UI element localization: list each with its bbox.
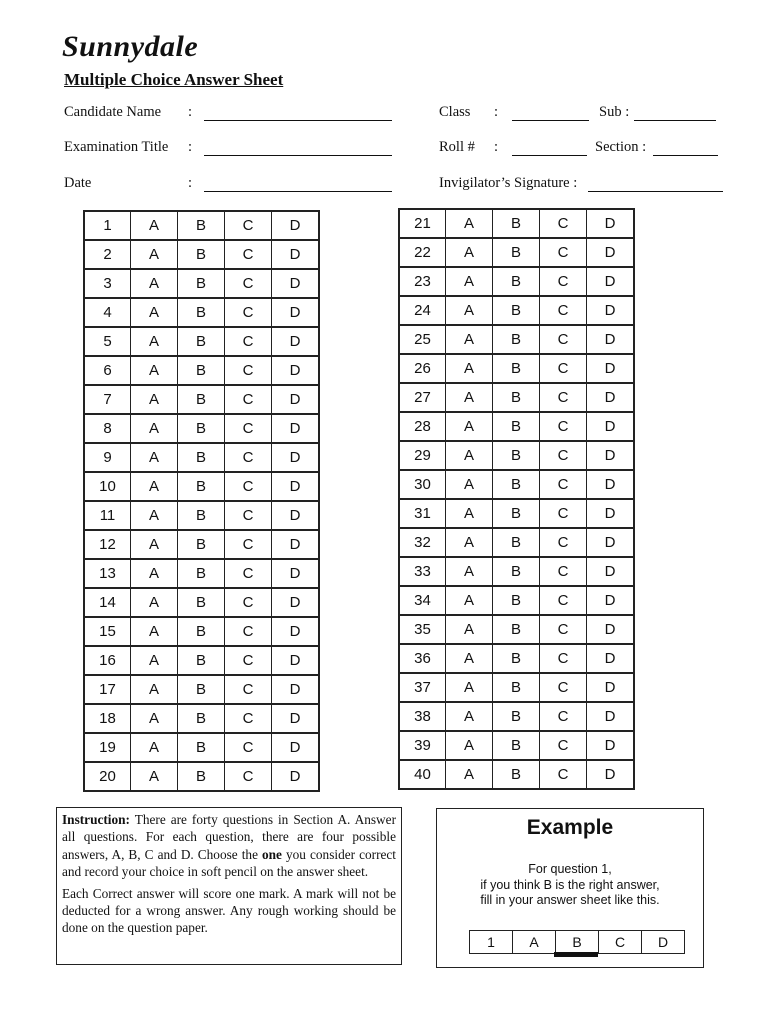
answer-bubble-9-c[interactable]: C bbox=[225, 443, 272, 472]
sub-line[interactable] bbox=[634, 106, 716, 121]
answer-row-27 bbox=[399, 383, 634, 412]
answer-row-5 bbox=[84, 327, 319, 356]
question-number: 35 bbox=[399, 615, 446, 644]
question-number: 28 bbox=[399, 412, 446, 441]
colon: : bbox=[494, 139, 499, 155]
answer-grid-left bbox=[83, 210, 320, 792]
answer-bubble-15-b[interactable]: B bbox=[178, 617, 225, 646]
answer-bubble-19-b[interactable]: B bbox=[178, 733, 225, 762]
answer-bubble-30-d[interactable]: D bbox=[587, 470, 635, 499]
answer-bubble-37-a[interactable]: A bbox=[446, 673, 493, 702]
date-line[interactable] bbox=[204, 177, 392, 192]
answer-bubble-33-c[interactable]: C bbox=[540, 557, 587, 586]
instruction-box bbox=[56, 807, 402, 965]
question-number: 37 bbox=[399, 673, 446, 702]
answer-row-4 bbox=[84, 298, 319, 327]
answer-bubble-11-a[interactable]: A bbox=[131, 501, 178, 530]
question-number: 33 bbox=[399, 557, 446, 586]
answer-bubble-18-a[interactable]: A bbox=[131, 704, 178, 733]
answer-bubble-35-a[interactable]: A bbox=[446, 615, 493, 644]
answer-bubble-1-b[interactable]: B bbox=[178, 211, 225, 240]
answer-bubble-3-b[interactable]: B bbox=[178, 269, 225, 298]
examination-title-field[interactable] bbox=[64, 139, 193, 156]
answer-bubble-7-d[interactable]: D bbox=[272, 385, 320, 414]
question-number: 38 bbox=[399, 702, 446, 731]
question-number: 25 bbox=[399, 325, 446, 354]
question-number: 40 bbox=[399, 760, 446, 789]
example-shaded-mark bbox=[554, 952, 598, 957]
answer-bubble-37-d[interactable]: D bbox=[587, 673, 635, 702]
answer-bubble-25-b[interactable]: B bbox=[493, 325, 540, 354]
answer-bubble-22-b[interactable]: B bbox=[493, 238, 540, 267]
answer-bubble-9-b[interactable]: B bbox=[178, 443, 225, 472]
answer-bubble-24-b[interactable]: B bbox=[493, 296, 540, 325]
answer-bubble-38-d[interactable]: D bbox=[587, 702, 635, 731]
answer-bubble-25-c[interactable]: C bbox=[540, 325, 587, 354]
question-number: 32 bbox=[399, 528, 446, 557]
answer-bubble-38-b[interactable]: B bbox=[493, 702, 540, 731]
answer-bubble-8-c[interactable]: C bbox=[225, 414, 272, 443]
answer-row-35 bbox=[399, 615, 634, 644]
instruction-paragraph-1 bbox=[62, 811, 396, 881]
answer-bubble-20-d[interactable]: D bbox=[272, 762, 320, 791]
answer-row-28 bbox=[399, 412, 634, 441]
sub-label: Sub : bbox=[599, 104, 630, 120]
sheet-title: Multiple Choice Answer Sheet bbox=[64, 70, 284, 89]
answer-bubble-23-a[interactable]: A bbox=[446, 267, 493, 296]
answer-bubble-11-c[interactable]: C bbox=[225, 501, 272, 530]
answer-bubble-4-a[interactable]: A bbox=[131, 298, 178, 327]
answer-bubble-32-d[interactable]: D bbox=[587, 528, 635, 557]
question-number: 29 bbox=[399, 441, 446, 470]
answer-bubble-31-b[interactable]: B bbox=[493, 499, 540, 528]
answer-row-26 bbox=[399, 354, 634, 383]
question-number: 8 bbox=[84, 414, 131, 443]
answer-row-31 bbox=[399, 499, 634, 528]
question-number: 20 bbox=[84, 762, 131, 791]
answer-bubble-23-d[interactable]: D bbox=[587, 267, 635, 296]
answer-bubble-13-b[interactable]: B bbox=[178, 559, 225, 588]
answer-bubble-2-c[interactable]: C bbox=[225, 240, 272, 269]
answer-bubble-9-a[interactable]: A bbox=[131, 443, 178, 472]
answer-bubble-29-d[interactable]: D bbox=[587, 441, 635, 470]
instruction-label: Instruction: bbox=[62, 812, 130, 827]
answer-bubble-4-c[interactable]: C bbox=[225, 298, 272, 327]
roll-line[interactable] bbox=[512, 141, 587, 156]
answer-bubble-10-c[interactable]: C bbox=[225, 472, 272, 501]
question-number: 23 bbox=[399, 267, 446, 296]
question-number: 14 bbox=[84, 588, 131, 617]
answer-bubble-11-b[interactable]: B bbox=[178, 501, 225, 530]
answer-bubble-2-b[interactable]: B bbox=[178, 240, 225, 269]
answer-bubble-8-a[interactable]: A bbox=[131, 414, 178, 443]
answer-bubble-16-a[interactable]: A bbox=[131, 646, 178, 675]
date-field[interactable] bbox=[64, 175, 193, 192]
answer-bubble-40-d[interactable]: D bbox=[587, 760, 635, 789]
answer-bubble-33-b[interactable]: B bbox=[493, 557, 540, 586]
answer-row-9 bbox=[84, 443, 319, 472]
answer-bubble-18-c[interactable]: C bbox=[225, 704, 272, 733]
answer-row-12 bbox=[84, 530, 319, 559]
answer-row-25 bbox=[399, 325, 634, 354]
answer-bubble-26-b[interactable]: B bbox=[493, 354, 540, 383]
answer-bubble-11-d[interactable]: D bbox=[272, 501, 320, 530]
answer-bubble-17-b[interactable]: B bbox=[178, 675, 225, 704]
answer-bubble-34-b[interactable]: B bbox=[493, 586, 540, 615]
answer-bubble-3-d[interactable]: D bbox=[272, 269, 320, 298]
answer-bubble-36-b[interactable]: B bbox=[493, 644, 540, 673]
answer-bubble-22-d[interactable]: D bbox=[587, 238, 635, 267]
example-description bbox=[437, 862, 703, 909]
answer-bubble-16-c[interactable]: C bbox=[225, 646, 272, 675]
answer-bubble-2-d[interactable]: D bbox=[272, 240, 320, 269]
answer-bubble-30-a[interactable]: A bbox=[446, 470, 493, 499]
answer-bubble-37-c[interactable]: C bbox=[540, 673, 587, 702]
answer-bubble-35-b[interactable]: B bbox=[493, 615, 540, 644]
question-number: 2 bbox=[84, 240, 131, 269]
answer-bubble-21-c[interactable]: C bbox=[540, 209, 587, 238]
answer-row-32 bbox=[399, 528, 634, 557]
answer-bubble-21-a[interactable]: A bbox=[446, 209, 493, 238]
answer-bubble-26-c[interactable]: C bbox=[540, 354, 587, 383]
school-brand: Sunnydale bbox=[62, 30, 199, 63]
answer-bubble-18-d[interactable]: D bbox=[272, 704, 320, 733]
example-box bbox=[436, 808, 704, 968]
answer-bubble-18-b[interactable]: B bbox=[178, 704, 225, 733]
question-number: 39 bbox=[399, 731, 446, 760]
answer-row-22 bbox=[399, 238, 634, 267]
roll-field[interactable] bbox=[439, 139, 729, 156]
answer-bubble-34-a[interactable]: A bbox=[446, 586, 493, 615]
answer-bubble-19-c[interactable]: C bbox=[225, 733, 272, 762]
question-number: 30 bbox=[399, 470, 446, 499]
question-number: 34 bbox=[399, 586, 446, 615]
example-line-2: if you think B is the right answer, bbox=[480, 877, 660, 892]
answer-bubble-15-d[interactable]: D bbox=[272, 617, 320, 646]
answer-bubble-34-d[interactable]: D bbox=[587, 586, 635, 615]
answer-row-16 bbox=[84, 646, 319, 675]
answer-row-37 bbox=[399, 673, 634, 702]
invigilator-signature-label: Invigilator’s Signature : bbox=[439, 175, 578, 191]
question-number: 15 bbox=[84, 617, 131, 646]
answer-bubble-14-d[interactable]: D bbox=[272, 588, 320, 617]
answer-bubble-38-c[interactable]: C bbox=[540, 702, 587, 731]
examination-title-line[interactable] bbox=[204, 141, 392, 156]
answer-row-7 bbox=[84, 385, 319, 414]
answer-bubble-33-d[interactable]: D bbox=[587, 557, 635, 586]
answer-bubble-8-d[interactable]: D bbox=[272, 414, 320, 443]
answer-bubble-20-a[interactable]: A bbox=[131, 762, 178, 791]
answer-bubble-26-a[interactable]: A bbox=[446, 354, 493, 383]
answer-bubble-27-a[interactable]: A bbox=[446, 383, 493, 412]
candidate-name-field[interactable] bbox=[64, 104, 193, 121]
answer-bubble-25-a[interactable]: A bbox=[446, 325, 493, 354]
answer-bubble-31-c[interactable]: C bbox=[540, 499, 587, 528]
answer-row-19 bbox=[84, 733, 319, 762]
answer-bubble-23-b[interactable]: B bbox=[493, 267, 540, 296]
answer-bubble-16-b[interactable]: B bbox=[178, 646, 225, 675]
answer-row-30 bbox=[399, 470, 634, 499]
candidate-name-label: Candidate Name bbox=[64, 104, 162, 120]
answer-bubble-40-b[interactable]: B bbox=[493, 760, 540, 789]
answer-bubble-15-c[interactable]: C bbox=[225, 617, 272, 646]
answer-bubble-32-b[interactable]: B bbox=[493, 528, 540, 557]
answer-bubble-9-d[interactable]: D bbox=[272, 443, 320, 472]
answer-grid-right bbox=[398, 208, 635, 790]
answer-bubble-6-c[interactable]: C bbox=[225, 356, 272, 385]
answer-bubble-35-c[interactable]: C bbox=[540, 615, 587, 644]
colon: : bbox=[188, 139, 193, 155]
question-number: 5 bbox=[84, 327, 131, 356]
answer-row-8 bbox=[84, 414, 319, 443]
answer-bubble-29-a[interactable]: A bbox=[446, 441, 493, 470]
answer-bubble-29-c[interactable]: C bbox=[540, 441, 587, 470]
answer-bubble-10-a[interactable]: A bbox=[131, 472, 178, 501]
answer-bubble-12-b[interactable]: B bbox=[178, 530, 225, 559]
example-option-b-label: B bbox=[572, 934, 582, 950]
answer-bubble-39-d[interactable]: D bbox=[587, 731, 635, 760]
answer-row-10 bbox=[84, 472, 319, 501]
answer-row-34 bbox=[399, 586, 634, 615]
answer-bubble-39-a[interactable]: A bbox=[446, 731, 493, 760]
candidate-name-line[interactable] bbox=[204, 106, 392, 121]
answer-bubble-6-d[interactable]: D bbox=[272, 356, 320, 385]
answer-bubble-28-c[interactable]: C bbox=[540, 412, 587, 441]
example-question-number: 1 bbox=[470, 931, 513, 954]
answer-bubble-1-a[interactable]: A bbox=[131, 211, 178, 240]
question-number: 13 bbox=[84, 559, 131, 588]
answer-bubble-3-c[interactable]: C bbox=[225, 269, 272, 298]
answer-bubble-27-b[interactable]: B bbox=[493, 383, 540, 412]
answer-bubble-4-d[interactable]: D bbox=[272, 298, 320, 327]
answer-bubble-36-a[interactable]: A bbox=[446, 644, 493, 673]
answer-bubble-26-d[interactable]: D bbox=[587, 354, 635, 383]
answer-bubble-29-b[interactable]: B bbox=[493, 441, 540, 470]
answer-bubble-5-b[interactable]: B bbox=[178, 327, 225, 356]
examination-title-label: Examination Title bbox=[64, 139, 169, 155]
answer-bubble-7-b[interactable]: B bbox=[178, 385, 225, 414]
answer-bubble-39-b[interactable]: B bbox=[493, 731, 540, 760]
answer-bubble-20-b[interactable]: B bbox=[178, 762, 225, 791]
answer-bubble-30-b[interactable]: B bbox=[493, 470, 540, 499]
question-number: 11 bbox=[84, 501, 131, 530]
answer-row-20 bbox=[84, 762, 319, 791]
question-number: 16 bbox=[84, 646, 131, 675]
answer-row-33 bbox=[399, 557, 634, 586]
answer-bubble-33-a[interactable]: A bbox=[446, 557, 493, 586]
answer-bubble-12-d[interactable]: D bbox=[272, 530, 320, 559]
answer-row-13 bbox=[84, 559, 319, 588]
question-number: 36 bbox=[399, 644, 446, 673]
question-number: 22 bbox=[399, 238, 446, 267]
answer-row-15 bbox=[84, 617, 319, 646]
answer-bubble-31-d[interactable]: D bbox=[587, 499, 635, 528]
instruction-text-1: There are forty questions in Section A. Answer all questions. For each question, there are four possible answers, A, B, C and D. Choose the bbox=[62, 812, 396, 862]
answer-bubble-35-d[interactable]: D bbox=[587, 615, 635, 644]
answer-bubble-12-a[interactable]: A bbox=[131, 530, 178, 559]
answer-bubble-34-c[interactable]: C bbox=[540, 586, 587, 615]
answer-bubble-17-c[interactable]: C bbox=[225, 675, 272, 704]
answer-bubble-32-c[interactable]: C bbox=[540, 528, 587, 557]
question-number: 12 bbox=[84, 530, 131, 559]
class-field[interactable] bbox=[439, 104, 729, 121]
answer-row-6 bbox=[84, 356, 319, 385]
question-number: 18 bbox=[84, 704, 131, 733]
instruction-paragraph-2: Each Correct answer will score one mark. A mark will not be deducted for a wrong answer. Any rough working should be done on the question paper. bbox=[62, 885, 396, 936]
answer-bubble-40-c[interactable]: C bbox=[540, 760, 587, 789]
question-number: 6 bbox=[84, 356, 131, 385]
answer-bubble-28-a[interactable]: A bbox=[446, 412, 493, 441]
question-number: 24 bbox=[399, 296, 446, 325]
colon: : bbox=[494, 104, 499, 120]
answer-bubble-14-c[interactable]: C bbox=[225, 588, 272, 617]
answer-bubble-3-a[interactable]: A bbox=[131, 269, 178, 298]
example-line-1: For question 1, bbox=[528, 862, 612, 876]
instruction-text-2: you consider correct and record your choice in soft pencil on the answer sheet. bbox=[62, 846, 396, 880]
question-number: 26 bbox=[399, 354, 446, 383]
answer-row-3 bbox=[84, 269, 319, 298]
answer-row-36 bbox=[399, 644, 634, 673]
answer-row-2 bbox=[84, 240, 319, 269]
answer-bubble-31-a[interactable]: A bbox=[446, 499, 493, 528]
section-label: Section : bbox=[595, 139, 647, 155]
answer-row-1 bbox=[84, 211, 319, 240]
answer-bubble-1-c[interactable]: C bbox=[225, 211, 272, 240]
answer-bubble-13-a[interactable]: A bbox=[131, 559, 178, 588]
answer-bubble-28-d[interactable]: D bbox=[587, 412, 635, 441]
answer-bubble-38-a[interactable]: A bbox=[446, 702, 493, 731]
answer-bubble-30-c[interactable]: C bbox=[540, 470, 587, 499]
answer-bubble-10-b[interactable]: B bbox=[178, 472, 225, 501]
answer-bubble-22-c[interactable]: C bbox=[540, 238, 587, 267]
answer-row-21 bbox=[399, 209, 634, 238]
question-number: 19 bbox=[84, 733, 131, 762]
answer-bubble-36-d[interactable]: D bbox=[587, 644, 635, 673]
instruction-emphasis: one bbox=[262, 846, 282, 862]
example-option-a: A bbox=[513, 931, 556, 954]
answer-row-11 bbox=[84, 501, 319, 530]
answer-bubble-32-a[interactable]: A bbox=[446, 528, 493, 557]
class-label: Class bbox=[439, 104, 471, 120]
answer-bubble-28-b[interactable]: B bbox=[493, 412, 540, 441]
answer-bubble-5-c[interactable]: C bbox=[225, 327, 272, 356]
answer-row-40 bbox=[399, 760, 634, 789]
colon: : bbox=[188, 104, 193, 120]
answer-bubble-6-a[interactable]: A bbox=[131, 356, 178, 385]
answer-bubble-37-b[interactable]: B bbox=[493, 673, 540, 702]
question-number: 3 bbox=[84, 269, 131, 298]
answer-bubble-39-c[interactable]: C bbox=[540, 731, 587, 760]
class-line[interactable] bbox=[512, 106, 589, 121]
answer-bubble-24-d[interactable]: D bbox=[587, 296, 635, 325]
colon: : bbox=[188, 175, 193, 191]
answer-bubble-24-c[interactable]: C bbox=[540, 296, 587, 325]
answer-bubble-17-a[interactable]: A bbox=[131, 675, 178, 704]
answer-bubble-40-a[interactable]: A bbox=[446, 760, 493, 789]
answer-bubble-10-d[interactable]: D bbox=[272, 472, 320, 501]
answer-bubble-12-c[interactable]: C bbox=[225, 530, 272, 559]
question-number: 31 bbox=[399, 499, 446, 528]
answer-bubble-2-a[interactable]: A bbox=[131, 240, 178, 269]
answer-bubble-13-d[interactable]: D bbox=[272, 559, 320, 588]
answer-bubble-14-b[interactable]: B bbox=[178, 588, 225, 617]
answer-row-29 bbox=[399, 441, 634, 470]
answer-bubble-7-c[interactable]: C bbox=[225, 385, 272, 414]
invigilator-signature-field[interactable] bbox=[439, 175, 729, 192]
answer-bubble-5-a[interactable]: A bbox=[131, 327, 178, 356]
example-title: Example bbox=[526, 816, 614, 839]
example-answer-row bbox=[469, 930, 685, 954]
question-number: 21 bbox=[399, 209, 446, 238]
roll-label: Roll # bbox=[439, 139, 475, 155]
answer-row-17 bbox=[84, 675, 319, 704]
answer-row-39 bbox=[399, 731, 634, 760]
example-option-c: C bbox=[599, 931, 642, 954]
invigilator-signature-line[interactable] bbox=[588, 177, 723, 192]
answer-bubble-4-b[interactable]: B bbox=[178, 298, 225, 327]
example-option-d: D bbox=[642, 931, 685, 954]
answer-bubble-20-c[interactable]: C bbox=[225, 762, 272, 791]
answer-bubble-22-a[interactable]: A bbox=[446, 238, 493, 267]
question-number: 10 bbox=[84, 472, 131, 501]
answer-bubble-7-a[interactable]: A bbox=[131, 385, 178, 414]
answer-bubble-24-a[interactable]: A bbox=[446, 296, 493, 325]
question-number: 17 bbox=[84, 675, 131, 704]
question-number: 4 bbox=[84, 298, 131, 327]
answer-bubble-23-c[interactable]: C bbox=[540, 267, 587, 296]
answer-bubble-36-c[interactable]: C bbox=[540, 644, 587, 673]
answer-bubble-8-b[interactable]: B bbox=[178, 414, 225, 443]
date-label: Date bbox=[64, 175, 92, 191]
answer-bubble-27-d[interactable]: D bbox=[587, 383, 635, 412]
question-number: 7 bbox=[84, 385, 131, 414]
answer-bubble-21-b[interactable]: B bbox=[493, 209, 540, 238]
answer-bubble-19-d[interactable]: D bbox=[272, 733, 320, 762]
question-number: 27 bbox=[399, 383, 446, 412]
answer-bubble-19-a[interactable]: A bbox=[131, 733, 178, 762]
answer-bubble-21-d[interactable]: D bbox=[587, 209, 635, 238]
answer-row-24 bbox=[399, 296, 634, 325]
answer-bubble-1-d[interactable]: D bbox=[272, 211, 320, 240]
answer-row-18 bbox=[84, 704, 319, 733]
question-number: 9 bbox=[84, 443, 131, 472]
answer-row-14 bbox=[84, 588, 319, 617]
answer-row-38 bbox=[399, 702, 634, 731]
answer-row-23 bbox=[399, 267, 634, 296]
answer-bubble-27-c[interactable]: C bbox=[540, 383, 587, 412]
answer-bubble-13-c[interactable]: C bbox=[225, 559, 272, 588]
answer-bubble-17-d[interactable]: D bbox=[272, 675, 320, 704]
answer-bubble-5-d[interactable]: D bbox=[272, 327, 320, 356]
answer-bubble-6-b[interactable]: B bbox=[178, 356, 225, 385]
example-line-3: fill in your answer sheet like this. bbox=[480, 893, 660, 907]
example-option-b bbox=[556, 931, 599, 954]
section-line[interactable] bbox=[653, 141, 718, 156]
answer-bubble-14-a[interactable]: A bbox=[131, 588, 178, 617]
answer-bubble-16-d[interactable]: D bbox=[272, 646, 320, 675]
question-number: 1 bbox=[84, 211, 131, 240]
answer-bubble-25-d[interactable]: D bbox=[587, 325, 635, 354]
answer-bubble-15-a[interactable]: A bbox=[131, 617, 178, 646]
